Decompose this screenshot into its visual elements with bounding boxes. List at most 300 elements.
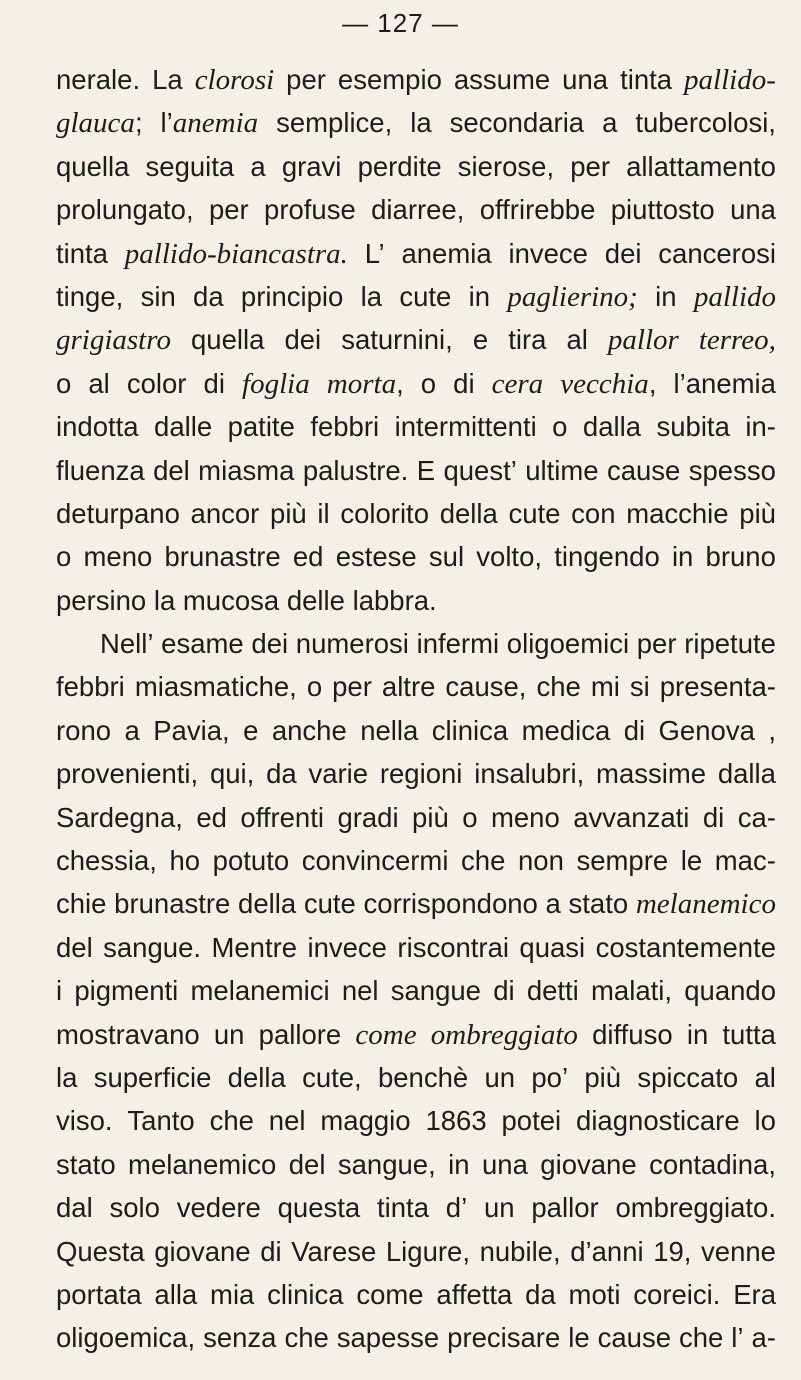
roman-run: anche: [271, 714, 347, 746]
word: [378, 1056, 468, 1099]
roman-run: melanemici: [190, 975, 330, 1007]
roman-run: tinta: [620, 64, 673, 95]
word: [608, 318, 679, 362]
roman-run: miasma: [198, 454, 295, 486]
roman-run: avvanzati: [573, 801, 690, 833]
word: [317, 492, 329, 535]
roman-run: oligoemica,: [56, 1322, 196, 1354]
word: [204, 362, 225, 405]
word: [302, 1056, 362, 1099]
roman-run: fluenza: [56, 454, 145, 486]
word: [480, 1230, 561, 1273]
roman-run: patite: [227, 411, 295, 443]
roman-run: di: [453, 367, 475, 399]
roman-run: quasi: [519, 931, 586, 963]
italic-run: come: [355, 1018, 417, 1051]
roman-run: sierose,: [457, 150, 555, 182]
roman-run: insalubri,: [474, 758, 585, 790]
roman-run: coreici.: [633, 1278, 721, 1310]
italic-run: vecchia: [560, 367, 649, 400]
word: [445, 665, 526, 708]
word: [431, 1013, 578, 1057]
roman-run: della: [227, 1061, 286, 1093]
word: [310, 405, 379, 448]
roman-run: quest’: [443, 454, 517, 486]
word: [267, 1273, 343, 1316]
roman-run: miasmatiche,: [134, 671, 297, 703]
roman-run: questa: [277, 1192, 361, 1224]
word: [56, 709, 111, 752]
word: [525, 449, 598, 492]
roman-run: diarree,: [371, 194, 465, 226]
roman-run: l’anemia: [673, 367, 776, 399]
roman-run: allattamento: [626, 150, 776, 182]
word: [569, 1273, 621, 1316]
roman-run: sul: [428, 541, 465, 573]
roman-run: piuttosto: [610, 194, 715, 226]
roman-run: una: [730, 194, 776, 226]
word: [146, 145, 235, 188]
roman-run: mostravano: [56, 1018, 200, 1050]
word: [531, 1186, 598, 1229]
roman-run: pigmenti: [74, 975, 179, 1007]
word: [56, 1056, 77, 1099]
word: [56, 1099, 113, 1142]
word: [56, 492, 180, 535]
roman-run: per: [332, 671, 372, 703]
word: [342, 969, 379, 1012]
word: [649, 1143, 776, 1186]
word: [88, 362, 109, 405]
roman-run: invece: [508, 237, 588, 269]
text-line: [56, 275, 776, 318]
roman-run: ultime: [525, 454, 599, 486]
word: [630, 665, 650, 708]
word: [576, 839, 668, 882]
word: [458, 145, 554, 188]
word: [56, 926, 93, 969]
roman-run: per: [570, 150, 610, 182]
text-line: [56, 752, 776, 795]
word: [562, 58, 608, 101]
roman-run: che: [284, 1322, 329, 1354]
roman-run: clinica: [267, 1278, 344, 1310]
roman-run: portata: [56, 1278, 142, 1310]
word: [560, 362, 656, 406]
roman-run: malati,: [591, 975, 673, 1007]
roman-run: dalle: [154, 411, 213, 443]
word: [74, 969, 178, 1012]
word: [338, 58, 442, 101]
text-line: [56, 926, 776, 969]
word: [56, 535, 71, 578]
roman-run: nella: [360, 714, 419, 746]
roman-run: mi: [590, 671, 620, 703]
word: [210, 752, 254, 795]
text-line: [56, 1056, 776, 1099]
word: [302, 839, 449, 882]
roman-run: qui,: [209, 758, 255, 790]
text-line: [56, 622, 776, 665]
word: [272, 709, 347, 752]
word: [768, 709, 776, 752]
roman-run: si: [629, 671, 650, 703]
word: [56, 1230, 145, 1273]
word: [56, 405, 139, 448]
word: [291, 1230, 376, 1273]
word: [276, 101, 392, 144]
word: [286, 58, 326, 101]
roman-run: convincermi: [301, 845, 449, 877]
word: [165, 535, 281, 578]
roman-run: la: [153, 584, 176, 616]
word: [266, 752, 297, 795]
roman-run: mucosa: [182, 584, 280, 616]
roman-run: persino: [56, 584, 147, 616]
roman-run: al: [88, 367, 110, 399]
roman-run: cute: [508, 497, 561, 529]
word: [242, 362, 310, 406]
word: [127, 1099, 194, 1142]
roman-run: precisare: [447, 1322, 561, 1354]
word: [591, 969, 672, 1012]
roman-run: a: [602, 107, 618, 139]
roman-run: superficie: [93, 1061, 212, 1093]
word: [699, 318, 776, 362]
word: [602, 101, 617, 144]
word: [730, 188, 776, 231]
roman-run: subita: [656, 411, 730, 443]
roman-run: per: [636, 628, 677, 660]
roman-run: tinta: [377, 1192, 429, 1224]
roman-run: Mentre: [211, 931, 298, 963]
roman-run: che: [209, 1105, 254, 1137]
word: [508, 318, 546, 361]
roman-run: che: [678, 1322, 724, 1354]
roman-run: moti: [568, 1278, 621, 1310]
roman-run: febbri: [310, 411, 380, 443]
word: [56, 1186, 93, 1229]
word: [56, 1143, 116, 1186]
roman-run: o: [56, 367, 72, 399]
word: [436, 1273, 512, 1316]
roman-run: ;: [134, 107, 143, 139]
roman-run: o: [306, 671, 323, 703]
roman-run: indotta: [56, 411, 139, 443]
word: [421, 362, 436, 405]
roman-run: estese: [335, 541, 417, 573]
text-line: [56, 882, 776, 925]
word: [658, 232, 776, 275]
roman-run: l’: [160, 107, 173, 139]
roman-run: medica: [521, 714, 611, 746]
word: [213, 839, 289, 882]
roman-run: semplice,: [276, 107, 393, 139]
word: [576, 1099, 740, 1142]
roman-run: diagnosticare: [576, 1105, 740, 1137]
word: [636, 882, 776, 926]
roman-run: tira: [508, 324, 547, 356]
roman-run: in: [671, 541, 694, 573]
word: [583, 405, 641, 448]
roman-run: giovane: [154, 1235, 251, 1267]
roman-run: pallore: [258, 1018, 342, 1050]
word: [228, 1056, 286, 1099]
word: [103, 926, 201, 969]
word: [570, 145, 610, 188]
text-line: [56, 796, 776, 839]
word: [209, 188, 249, 231]
roman-run: 1863: [425, 1105, 487, 1137]
roman-run: assume: [453, 64, 551, 95]
roman-run: un: [213, 1018, 245, 1050]
roman-run: offrenti: [240, 801, 324, 833]
word: [429, 535, 464, 578]
roman-run: nubile,: [479, 1235, 561, 1267]
word: [508, 492, 560, 535]
roman-run: deturpano: [56, 497, 180, 529]
word: [626, 492, 728, 535]
word: [56, 362, 71, 405]
roman-run: ombreggiato.: [615, 1192, 776, 1224]
roman-run: cause,: [445, 671, 527, 703]
roman-run: solo: [109, 1192, 160, 1224]
word: [124, 709, 139, 752]
word: [637, 622, 677, 665]
roman-run: stato: [568, 888, 629, 920]
roman-run: nerale.: [56, 64, 141, 95]
word: [425, 1099, 486, 1142]
word: [191, 318, 264, 361]
italic-run: glauca: [56, 107, 135, 140]
word: [284, 1316, 328, 1359]
roman-run: L’: [364, 237, 385, 269]
text-line: [56, 362, 776, 405]
roman-run: bruno: [705, 541, 776, 573]
word: [296, 622, 409, 665]
roman-run: benchè: [377, 1061, 469, 1093]
roman-run: la: [360, 280, 383, 312]
roman-run: le: [568, 1322, 590, 1354]
roman-run: rono: [56, 714, 112, 746]
word: [584, 1056, 621, 1099]
roman-run: profuse: [264, 194, 356, 226]
word: [474, 752, 584, 795]
word: [722, 1013, 776, 1056]
roman-run: ,: [768, 714, 776, 746]
word: [360, 709, 418, 752]
roman-run: colorito: [340, 497, 429, 529]
word: [615, 1186, 776, 1229]
word: [191, 969, 330, 1012]
text-line: [56, 449, 776, 492]
italic-run: pallido-: [684, 64, 776, 96]
roman-run: dei: [284, 324, 322, 356]
roman-run: di: [702, 801, 725, 833]
word: [183, 579, 279, 622]
word: [364, 882, 538, 925]
word: [694, 275, 776, 319]
roman-run: o: [462, 801, 478, 833]
word: [525, 1273, 556, 1316]
roman-run: cause: [597, 1322, 671, 1354]
roman-run: sin: [140, 280, 176, 312]
word: [269, 1099, 306, 1142]
word: [552, 405, 567, 448]
word: [56, 101, 143, 145]
word: [453, 362, 474, 405]
word: [125, 232, 348, 276]
word: [56, 1013, 200, 1056]
roman-run: nel: [341, 975, 379, 1007]
word: [605, 232, 642, 275]
roman-run: febbri: [56, 671, 125, 703]
roman-run: una: [562, 64, 609, 95]
word: [211, 926, 297, 969]
word: [633, 1273, 720, 1316]
roman-run: cute: [303, 888, 356, 920]
text-line: [56, 1230, 776, 1273]
word: [154, 1273, 197, 1316]
roman-run: a: [545, 888, 561, 920]
word: [432, 709, 508, 752]
word: [484, 1056, 515, 1099]
roman-run: seguita: [145, 150, 235, 182]
roman-run: un: [484, 1192, 515, 1224]
word: [128, 1143, 276, 1186]
roman-run: come: [356, 1278, 424, 1310]
word: [447, 1316, 560, 1359]
text-line: [56, 665, 776, 708]
roman-run: più: [270, 497, 307, 529]
word: [56, 449, 145, 492]
italic-run: foglia: [242, 367, 310, 400]
word: [570, 1230, 643, 1273]
roman-run: del: [153, 454, 190, 486]
roman-run: infermi: [416, 628, 500, 660]
roman-run: cancerosi: [658, 237, 776, 269]
word: [391, 969, 481, 1012]
roman-run: regioni: [379, 758, 463, 790]
word: [469, 275, 490, 318]
roman-run: cause: [606, 454, 681, 486]
word: [482, 1143, 528, 1186]
word: [304, 882, 356, 925]
italic-run: pallor: [607, 324, 679, 357]
roman-run: ancor: [190, 497, 260, 529]
roman-run: e: [472, 324, 489, 356]
word: [571, 492, 615, 535]
text-line: [56, 232, 776, 275]
roman-run: color: [126, 367, 187, 399]
word: [659, 709, 755, 752]
roman-run: ripetute: [684, 628, 776, 660]
roman-run: del: [288, 1148, 326, 1180]
word: [508, 232, 588, 275]
italic-run: clorosi: [194, 64, 275, 96]
word: [480, 188, 596, 231]
roman-run: le: [680, 845, 703, 877]
roman-run: nel: [268, 1105, 306, 1137]
roman-run: tinge,: [56, 280, 124, 312]
word: [738, 796, 776, 839]
word: [94, 1056, 212, 1099]
word: [620, 58, 672, 101]
word: [56, 318, 171, 362]
roman-run: giovane: [540, 1148, 637, 1180]
word: [635, 101, 776, 144]
word: [308, 752, 368, 795]
word: [238, 882, 296, 925]
word: [287, 579, 345, 622]
roman-run: la: [410, 107, 432, 139]
word: [443, 449, 516, 492]
roman-run: delle: [286, 584, 345, 616]
roman-run: provenienti,: [56, 758, 199, 790]
roman-run: della: [439, 497, 498, 529]
roman-run: Era: [733, 1278, 776, 1310]
word: [462, 796, 477, 839]
roman-run: a: [250, 150, 266, 182]
word: [56, 796, 183, 839]
word: [598, 1316, 671, 1359]
word: [338, 1143, 436, 1186]
word: [653, 1230, 691, 1273]
roman-run: di: [623, 714, 646, 746]
text-line: [56, 58, 776, 101]
roman-run: un: [484, 1061, 516, 1093]
page-number: — 127 —: [342, 8, 459, 38]
roman-run: saturnini,: [341, 324, 453, 356]
word: [337, 1316, 439, 1359]
word: [476, 535, 542, 578]
word: [84, 535, 153, 578]
word: [660, 665, 776, 708]
roman-run: più: [739, 497, 776, 529]
roman-run: ed: [292, 541, 324, 573]
word: [417, 449, 435, 492]
roman-run: in-: [745, 411, 776, 443]
roman-run: per: [208, 194, 249, 226]
word: [361, 275, 382, 318]
word: [681, 839, 702, 882]
word: [161, 622, 244, 665]
roman-run: 19,: [653, 1235, 692, 1267]
roman-run: da: [525, 1278, 556, 1310]
word: [259, 1013, 342, 1056]
word: [371, 188, 464, 231]
word: [568, 1316, 589, 1359]
word: [356, 1273, 423, 1316]
roman-run: ed: [196, 801, 227, 833]
body-text: [56, 58, 776, 1360]
text-line: [56, 1186, 776, 1229]
roman-run: per: [286, 64, 326, 95]
roman-run: o: [552, 411, 568, 443]
word: [637, 1056, 738, 1099]
word: [655, 275, 676, 318]
word: [341, 318, 453, 361]
word: [153, 709, 229, 752]
word: [522, 709, 611, 752]
roman-run: altre: [381, 671, 436, 703]
word: [56, 232, 108, 275]
roman-run: numerosi: [295, 628, 409, 660]
word: [626, 145, 776, 188]
word: [446, 1186, 467, 1229]
roman-run: Pavia,: [153, 714, 230, 746]
roman-run: gradi: [337, 801, 399, 833]
